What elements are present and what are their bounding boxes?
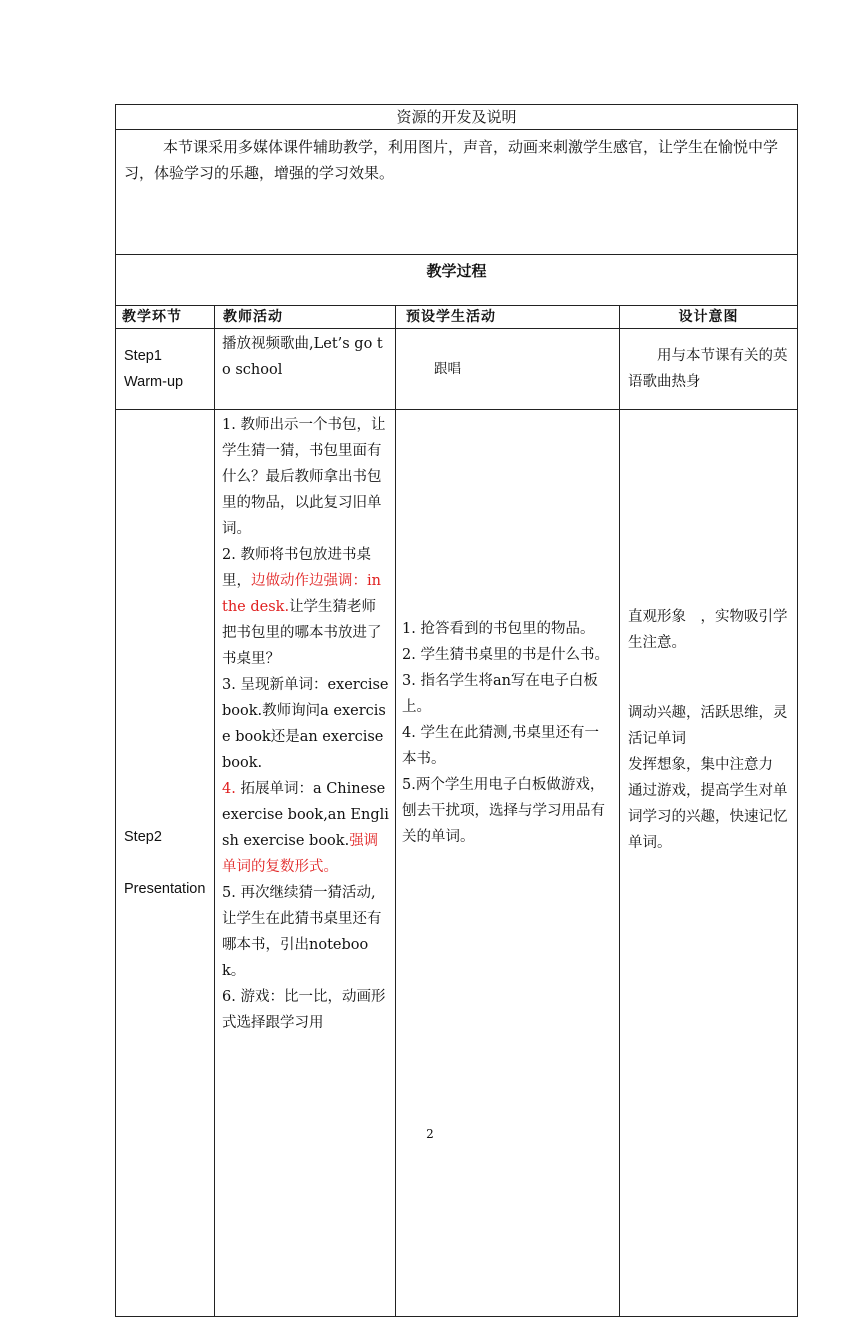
step2-label-line2: Presentation — [124, 881, 206, 897]
step2-teacher-item: 1. 教师出示一个书包，让学生猜一猜，书包里面有什么？最后教师拿出书包里的物品，以此复习旧单词。 — [222, 417, 386, 537]
step1-teacher — [215, 329, 396, 410]
step1-teacher-text: 播放视频歌曲,Let’s go to school — [222, 336, 383, 378]
step2-teacher-item: 4. 拓展单词：a Chinese exercise book,an English exercise book.强调单词的复数形式。 — [222, 781, 389, 875]
emphasis-text: 边做动作边强调：in the desk. — [222, 573, 381, 615]
process-title-row — [116, 255, 798, 306]
table-row — [116, 329, 798, 410]
emphasis-text: 强调单词的复数形式。 — [222, 833, 379, 875]
step2-teacher-item: 3. 呈现新单词：exercise book.教师询问a exercise book还是an exercise book. — [222, 677, 389, 771]
header-stage: 教学环节 — [116, 306, 215, 329]
step2-teacher-item: 2. 教师将书包放进书桌里，边做动作边强调：in the desk.让学生猜老师把书包里的哪本书放进了书桌里？ — [222, 547, 382, 667]
step2-student-item: 4. 学生在此猜测,书桌里还有一本书。 — [402, 725, 600, 767]
step1-label-line2: Warm-up — [124, 374, 184, 390]
step1-student-text: 跟唱 — [434, 361, 461, 377]
step2-design — [620, 410, 798, 1317]
step2-label-line1: Step2 — [124, 829, 162, 845]
resources-body: 本节课采用多媒体课件辅助教学，利用图片，声音，动画来刺激学生感官，让学生在愉悦中学习，体验学习的乐趣，增强的学习效果。 — [124, 138, 779, 182]
step2-student-item: 3. 指名学生将an写在电子白板上。 — [402, 673, 598, 715]
step2-student — [396, 410, 620, 1317]
step2-teacher-item: 6. 游戏：比一比，动画形式选择跟学习用 — [222, 989, 386, 1031]
step2-student-item: 2. 学生猜书桌里的书是什么书。 — [402, 647, 609, 663]
table-header-row — [116, 306, 798, 329]
header-design-intent: 设计意图 — [620, 306, 798, 329]
step1-design — [620, 329, 798, 410]
step2-design-item: 通过游戏，提高学生对单词学习的兴趣，快速记忆单词。 — [628, 783, 788, 851]
step1-design-text: 用与本节课有关的英语歌曲热身 — [628, 348, 788, 390]
table-row — [116, 410, 798, 1317]
step2-design-item: 调动兴趣，活跃思维，灵活记单词 — [628, 705, 788, 747]
resources-title: 资源的开发及说明 — [116, 105, 798, 130]
step2-design-item: 直观形象 ，实物吸引学生注意。 — [628, 609, 788, 651]
step2-label — [116, 410, 215, 1317]
step2-teacher — [215, 410, 396, 1317]
resources-title-row — [116, 105, 798, 130]
step1-student — [396, 329, 620, 410]
step2-student-item: 1. 抢答看到的书包里的物品。 — [402, 621, 595, 637]
step1-label — [116, 329, 215, 410]
header-teacher-activity: 教师活动 — [215, 306, 396, 329]
resources-body-row — [116, 130, 798, 255]
step1-label-line1: Step1 — [124, 348, 162, 364]
page-number: 2 — [426, 1127, 434, 1141]
header-student-activity: 预设学生活动 — [396, 306, 620, 329]
step2-student-item: 5.两个学生用电子白板做游戏，刨去干扰项，选择与学习用品有关的单词。 — [402, 777, 605, 845]
process-title: 教学过程 — [116, 255, 798, 306]
step2-teacher-item: 5. 再次继续猜一猜活动,让学生在此猜书桌里还有哪本书，引出notebook。 — [222, 885, 382, 979]
step2-design-item: 发挥想象，集中注意力 — [628, 757, 773, 773]
